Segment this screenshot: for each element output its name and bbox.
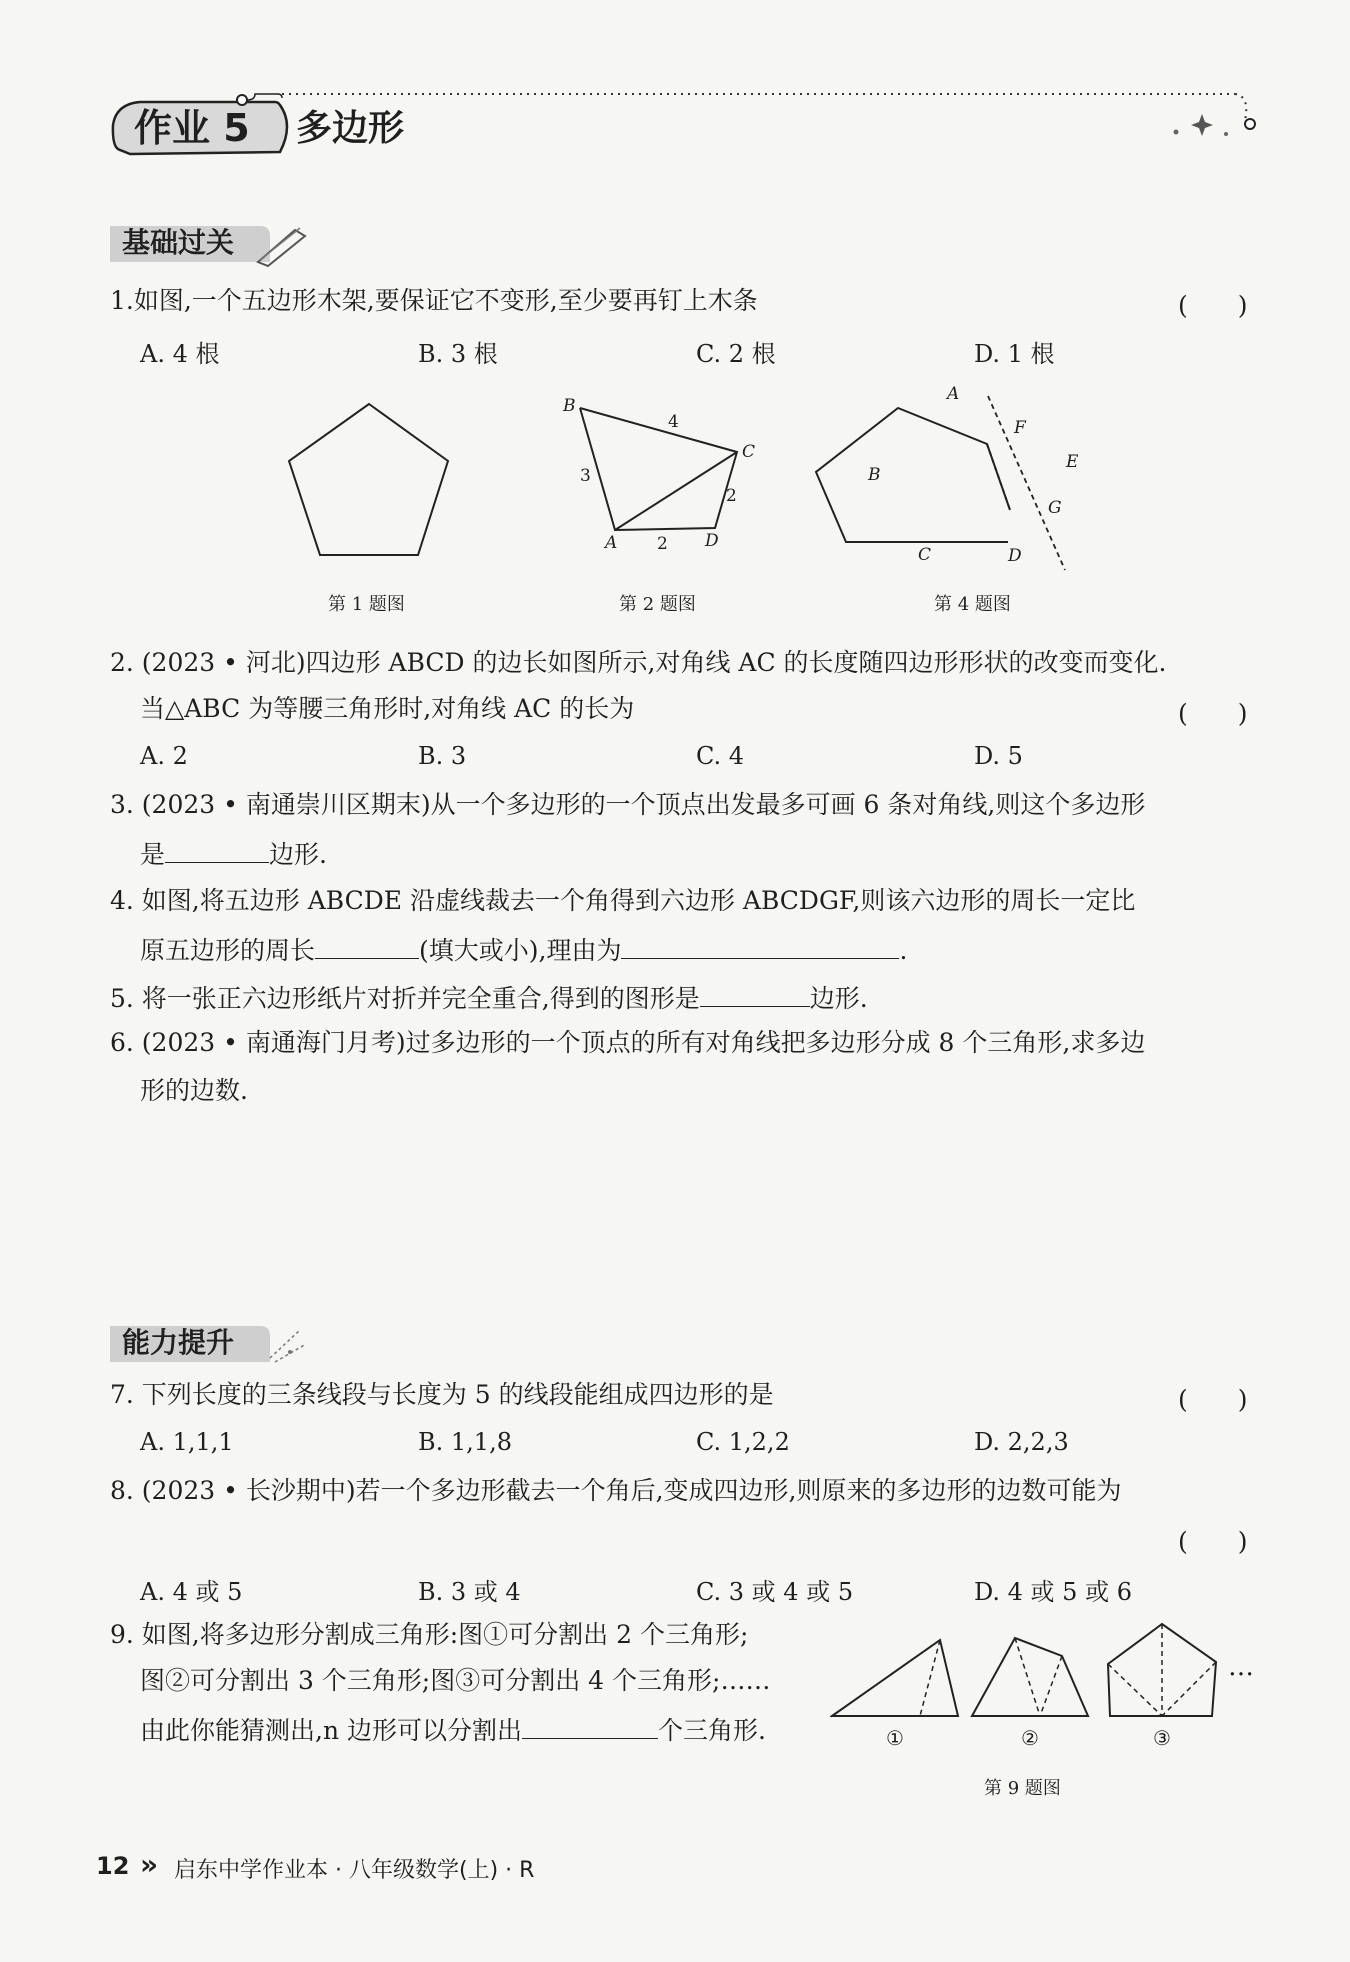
fig2-caption: 第 2 题图 (619, 594, 696, 615)
q9-line-2: 图②可分割出 3 个三角形;图③可分割出 4 个三角形;…… (140, 1666, 771, 1695)
fig4-caption: 第 4 题图 (934, 594, 1011, 615)
q9-fig-label-2: ② (1021, 1726, 1039, 1750)
fig4-label-B: B (868, 465, 881, 485)
q9-fig-label-3: ③ (1153, 1726, 1171, 1750)
fig4-label-G: G (1048, 498, 1062, 518)
fig2-len-4: 4 (668, 412, 679, 432)
q4-line-1: 4. 如图,将五边形 ABCDE 沿虚线裁去一个角得到六边形 ABCDGF,则该六边形的周长一定比 (110, 886, 1136, 915)
page-title: 多边形 (296, 108, 405, 149)
q1-answer-bracket[interactable]: ( ) (1178, 291, 1248, 320)
q8-option-b[interactable]: B. 3 或 4 (418, 1578, 521, 1606)
q9-fig-2 (972, 1638, 1088, 1716)
q4-prefix: 原五边形的周长 (140, 936, 316, 965)
question-5 (110, 982, 868, 1014)
double-chevron-icon: » (140, 1848, 159, 1881)
q2-option-b[interactable]: B. 3 (418, 742, 467, 770)
q5-answer-blank[interactable] (700, 982, 810, 1007)
page-number: 12 (96, 1852, 130, 1880)
q2-option-c[interactable]: C. 4 (696, 742, 745, 770)
q6-line-1: 6. (2023 • 南通海门月考)过多边形的一个顶点的所有对角线把多边形分成 8 个三角形,求多边 (110, 1028, 1146, 1057)
q2-option-a[interactable]: A. 2 (140, 742, 188, 770)
q5-suffix: 边形. (809, 984, 868, 1013)
q7-answer-bracket[interactable]: ( ) (1178, 1385, 1248, 1414)
q9-fig-label-1: ① (886, 1726, 904, 1750)
q9-line-3 (140, 1714, 766, 1746)
q9-figures (830, 1614, 1270, 1724)
fig1-caption: 第 1 题图 (328, 594, 405, 615)
fig2-label-C: C (742, 442, 756, 462)
fig2-len-2-bottom: 2 (657, 534, 668, 554)
fig2-len-2-right: 2 (726, 486, 737, 506)
fig4-label-E: E (1066, 452, 1079, 472)
q3-line-1: 3. (2023 • 南通崇川区期末)从一个多边形的一个顶点出发最多可画 6 条对角线,则这个多边形 (110, 790, 1146, 819)
q9-fig-1 (832, 1640, 958, 1716)
q4-middle: (填大或小),理由为 (419, 936, 622, 965)
q7-option-c[interactable]: C. 1,2,2 (696, 1428, 790, 1456)
q6-line-2: 形的边数. (140, 1076, 248, 1105)
q3-prefix: 是 (140, 840, 166, 869)
q9-ellipsis: … (1228, 1652, 1254, 1682)
q1-stem: 如图,一个五边形木架,要保证它不变形,至少要再钉上木条 (133, 286, 758, 315)
q1-option-d[interactable]: D. 1 根 (974, 340, 1055, 368)
question-1 (110, 286, 758, 316)
q3-answer-blank[interactable] (165, 838, 269, 863)
q4-blank-size[interactable] (315, 934, 419, 959)
header-decoration (110, 90, 1270, 170)
q4-line-2 (140, 934, 907, 966)
q9-suffix: 个三角形. (658, 1716, 766, 1745)
fig2-label-A: A (605, 533, 618, 553)
q5-stem: 5. 将一张正六边形纸片对折并完全重合,得到的图形是 (110, 984, 700, 1013)
q7-option-a[interactable]: A. 1,1,1 (140, 1428, 234, 1456)
fig4-label-F: F (1014, 418, 1026, 438)
q4-blank-reason[interactable] (621, 934, 899, 959)
chapter-header (110, 90, 1270, 170)
fig2-label-B: B (563, 396, 576, 416)
q8-option-a[interactable]: A. 4 或 5 (140, 1578, 243, 1606)
q4-end: . (899, 936, 908, 965)
q9-fig-3 (1108, 1624, 1216, 1716)
fig1-pentagon (289, 404, 448, 555)
q7-option-b[interactable]: B. 1,1,8 (418, 1428, 512, 1456)
q1-option-a[interactable]: A. 4 根 (140, 340, 220, 368)
q3-suffix: 边形. (269, 840, 327, 869)
q9-figure-caption: 第 9 题图 (984, 1778, 1061, 1799)
q8-answer-bracket[interactable]: ( ) (1178, 1527, 1248, 1556)
q8-stem: 8. (2023 • 长沙期中)若一个多边形截去一个角后,变成四边形,则原来的多边形的边数可能为 (110, 1476, 1122, 1505)
q2-line-1: 2. (2023 • 河北)四边形 ABCD 的边长如图所示,对角线 AC 的长度随四边形形状的改变而变化. (110, 648, 1167, 677)
section-advanced (110, 1322, 310, 1368)
assignment-badge: 作业 5 (134, 106, 250, 150)
fig4-label-A: A (947, 384, 960, 404)
q9-answer-blank[interactable] (522, 1714, 658, 1739)
q9-line-1: 9. 如图,将多边形分割成三角形:图①可分割出 2 个三角形; (110, 1620, 749, 1649)
q7-option-d[interactable]: D. 2,2,3 (974, 1428, 1069, 1456)
q8-option-d[interactable]: D. 4 或 5 或 6 (974, 1578, 1132, 1606)
q9-prefix: 由此你能猜测出,n 边形可以分割出 (140, 1716, 522, 1745)
fig2-label-D: D (705, 531, 719, 551)
q8-option-c[interactable]: C. 3 或 4 或 5 (696, 1578, 854, 1606)
section-title: 基础过关 (122, 226, 235, 259)
section-basic (110, 222, 310, 268)
q6-answer-area[interactable] (140, 1120, 1260, 1310)
fig2-quadrilateral (580, 408, 737, 530)
q2-line-2: 当△ABC 为等腰三角形时,对角线 AC 的长为 (140, 694, 635, 723)
section-title: 能力提升 (122, 1326, 235, 1359)
q7-stem: 7. 下列长度的三条线段与长度为 5 的线段能组成四边形的是 (110, 1380, 774, 1409)
q3-line-2 (140, 838, 327, 870)
fig4-label-C: C (918, 545, 932, 565)
q2-answer-bracket[interactable]: ( ) (1178, 699, 1248, 728)
fig4-pentagon (816, 396, 1065, 570)
q1-option-b[interactable]: B. 3 根 (418, 340, 498, 368)
q1-option-c[interactable]: C. 2 根 (696, 340, 776, 368)
fig4-label-D: D (1008, 546, 1022, 566)
fig2-len-3: 3 (580, 466, 591, 486)
book-title: 启东中学作业本 · 八年级数学(上) · R (174, 1858, 535, 1883)
q1-number: 1. (110, 286, 134, 315)
q2-option-d[interactable]: D. 5 (974, 742, 1023, 770)
